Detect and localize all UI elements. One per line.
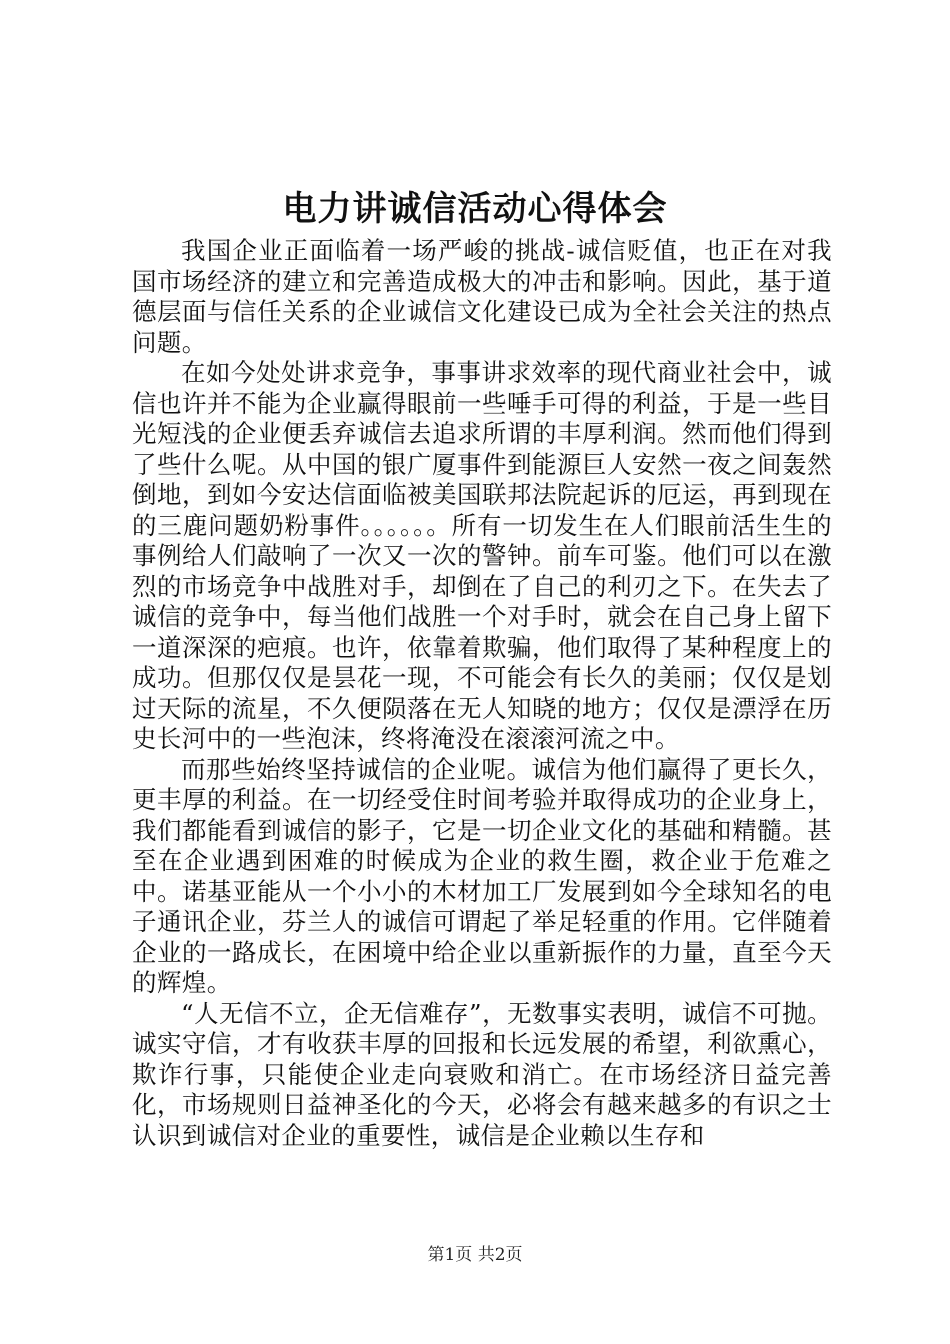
page-footer: 第1页 共2页 bbox=[427, 1245, 523, 1265]
document-body bbox=[132, 236, 832, 1151]
paragraph-4: “人无信不立，企无信难存”，无数事实表明，诚信不可抛。诚实守信，才有收获丰厚的回报和长远发展的希望，利欲熏心，欺诈行事，只能使企业走向衰败和消亡。在市场经济日益完善化，市场规则日益神圣化的今天，必将会有越来越多的有识之士认识到诚信对企业的重要性，诚信是企业赖以生存和 bbox=[132, 998, 832, 1150]
paragraph-2: 在如今处处讲求竞争，事事讲求效率的现代商业社会中，诚信也许并不能为企业赢得眼前一些唾手可得的利益，于是一些目光短浅的企业便丢弃诚信去追求所谓的丰厚利润。然而他们得到了些什么呢。从中国的银广厦事件到能源巨人安然一夜之间轰然倒地，到如今安达信面临被美国联邦法院起诉的厄运，再到现在的三鹿问题奶粉事件。。。。。。所有一切发生在人们眼前活生生的事例给人们敲响了一次又一次的警钟。前车可鉴。他们可以在激烈的市场竞争中战胜对手，却倒在了自己的利刃之下。在失去了诚信的竞争中，每当他们战胜一个对手时，就会在自己身上留下一道深深的疤痕。也许，依靠着欺骗，他们取得了某种程度上的成功。但那仅仅是昙花一现，不可能会有长久的美丽；仅仅是划过天际的流星，不久便陨落在无人知晓的地方；仅仅是漂浮在历史长河中的一些泡沫，终将淹没在滚滚河流之中。 bbox=[132, 358, 832, 753]
document-title: 电力讲诚信活动心得体会 bbox=[282, 189, 668, 229]
paragraph-1: 我国企业正面临着一场严峻的挑战-诚信贬值，也正在对我国市场经济的建立和完善造成极大的冲击和影响。因此，基于道德层面与信任关系的企业诚信文化建设已成为全社会关注的热点问题。 bbox=[132, 236, 832, 357]
paragraph-3: 而那些始终坚持诚信的企业呢。诚信为他们赢得了更长久，更丰厚的利益。在一切经受住时间考验并取得成功的企业身上，我们都能看到诚信的影子，它是一切企业文化的基础和精髓。甚至在企业遇到困难的时候成为企业的救生圈，救企业于危难之中。诺基亚能从一个小小的木材加工厂发展到如今全球知名的电子通讯企业，芬兰人的诚信可谓起了举足轻重的作用。它伴随着企业的一路成长，在困境中给企业以重新振作的力量，直至今天的辉煌。 bbox=[132, 754, 832, 997]
